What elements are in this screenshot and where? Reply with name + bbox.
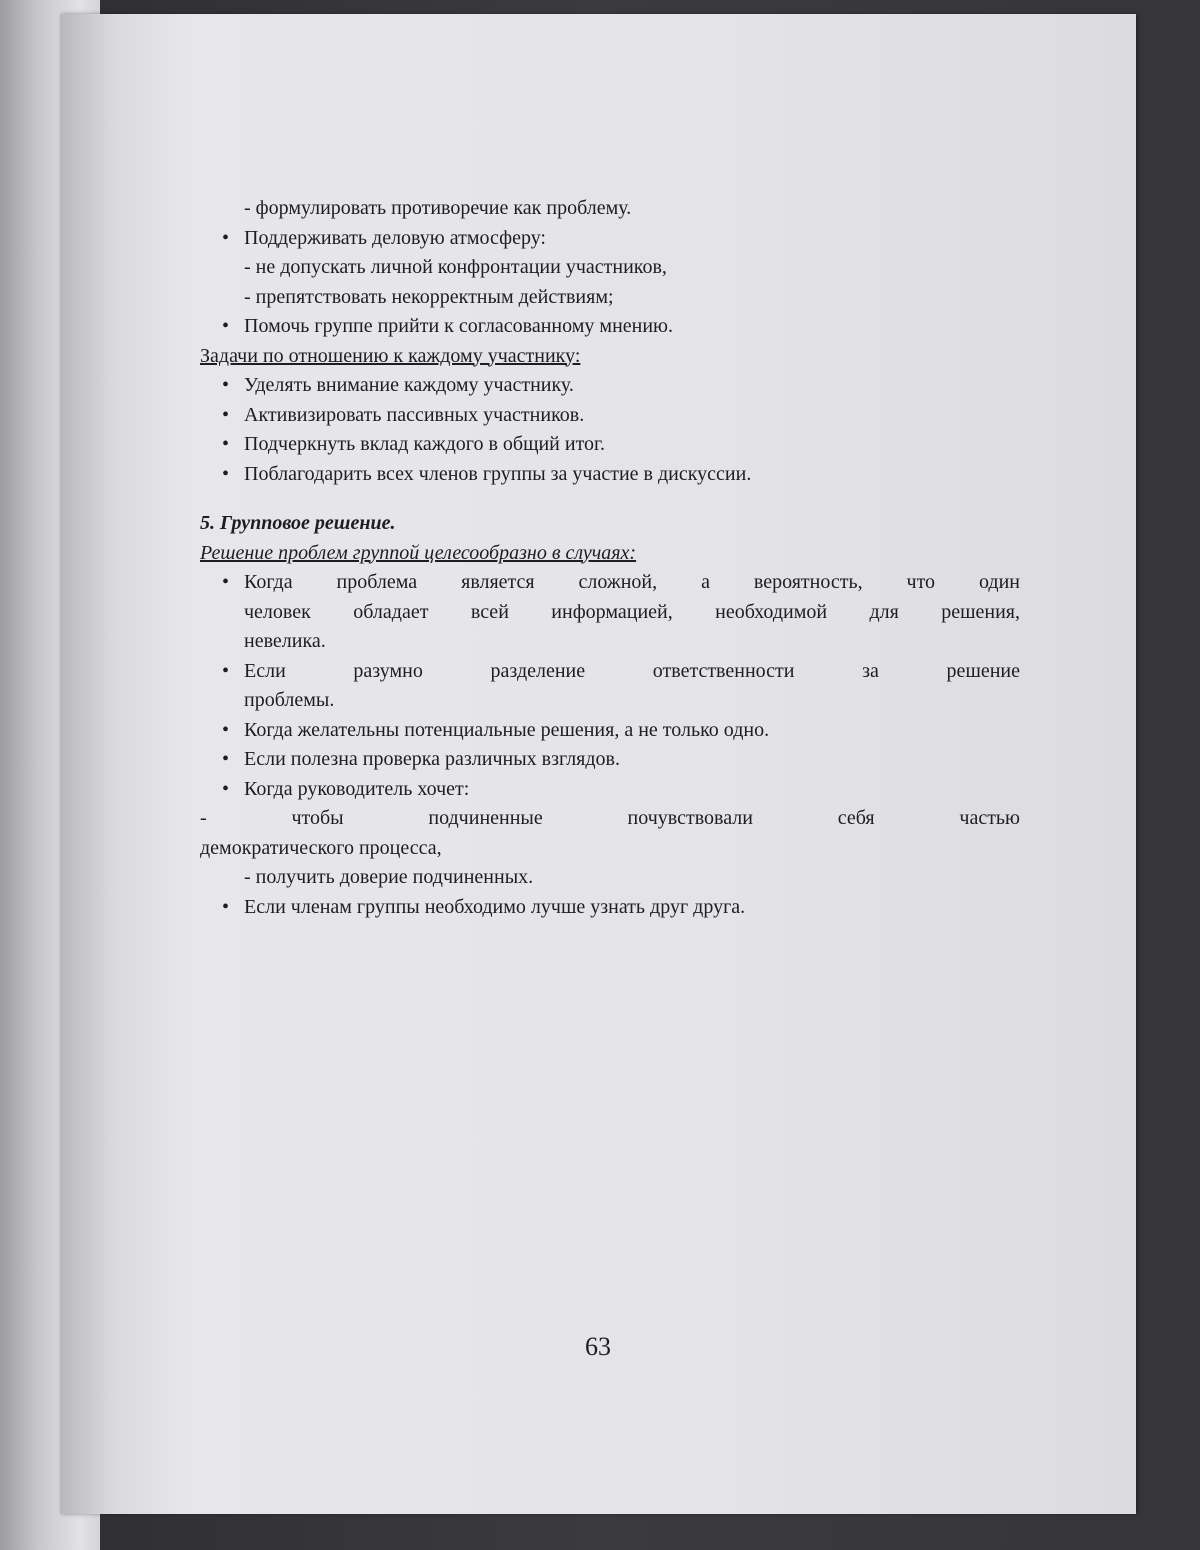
text-line: • Если разумно разделение ответственности за решение [244, 659, 1020, 682]
section-subheading: Решение проблем группой целесообразно в случаях: [200, 541, 637, 564]
bullet-item: • Подчеркнуть вклад каждого в общий итог. [200, 430, 1020, 460]
bullet-item: • Когда руководитель хочет: [200, 775, 1020, 805]
tasks-heading: Задачи по отношению к каждому участнику: [200, 344, 581, 367]
bullet-item: • Поддерживать деловую атмосферу: [200, 224, 1020, 254]
bullet-item: • Уделять внимание каждому участнику. [200, 371, 1020, 401]
text-line: проблемы. [244, 689, 335, 711]
text-line: - препятствовать некорректным действиям; [244, 285, 614, 308]
text-line: - чтобы подчиненные почувствовали себя частью [200, 807, 1020, 829]
section-title: 5. Групповое решение. [200, 512, 396, 534]
bullet-item [200, 568, 1020, 657]
bullet-item [200, 657, 1020, 716]
bullet-item: • Когда желательны потенциальные решения, а не только одно. [200, 716, 1020, 746]
text-line: • Когда проблема является сложной, а вероятность, что один [244, 571, 1020, 593]
text-line: - получить доверие подчиненных. [244, 866, 534, 888]
text-line: невелика. [244, 630, 326, 652]
bullet-item: • Активизировать пассивных участников. [200, 401, 1020, 431]
page-content [200, 194, 1020, 922]
bullet-item: • Если членам группы необходимо лучше узнать друг друга. [200, 893, 1020, 923]
text-line: - формулировать противоречие как проблему. [244, 197, 632, 219]
document-page [60, 14, 1136, 1514]
bullet-item: • Помочь группе прийти к согласованному мнению. [200, 312, 1020, 342]
bullet-item: • Если полезна проверка различных взглядов. [200, 745, 1020, 775]
page-number: 63 [585, 1332, 611, 1361]
text-line: демократического процесса, [200, 836, 442, 859]
bullet-item: • Поблагодарить всех членов группы за участие в дискуссии. [200, 460, 1020, 490]
text-line: человек обладает всей информацией, необходимой для решения, [244, 600, 1020, 623]
text-line: - не допускать личной конфронтации участников, [244, 256, 667, 278]
